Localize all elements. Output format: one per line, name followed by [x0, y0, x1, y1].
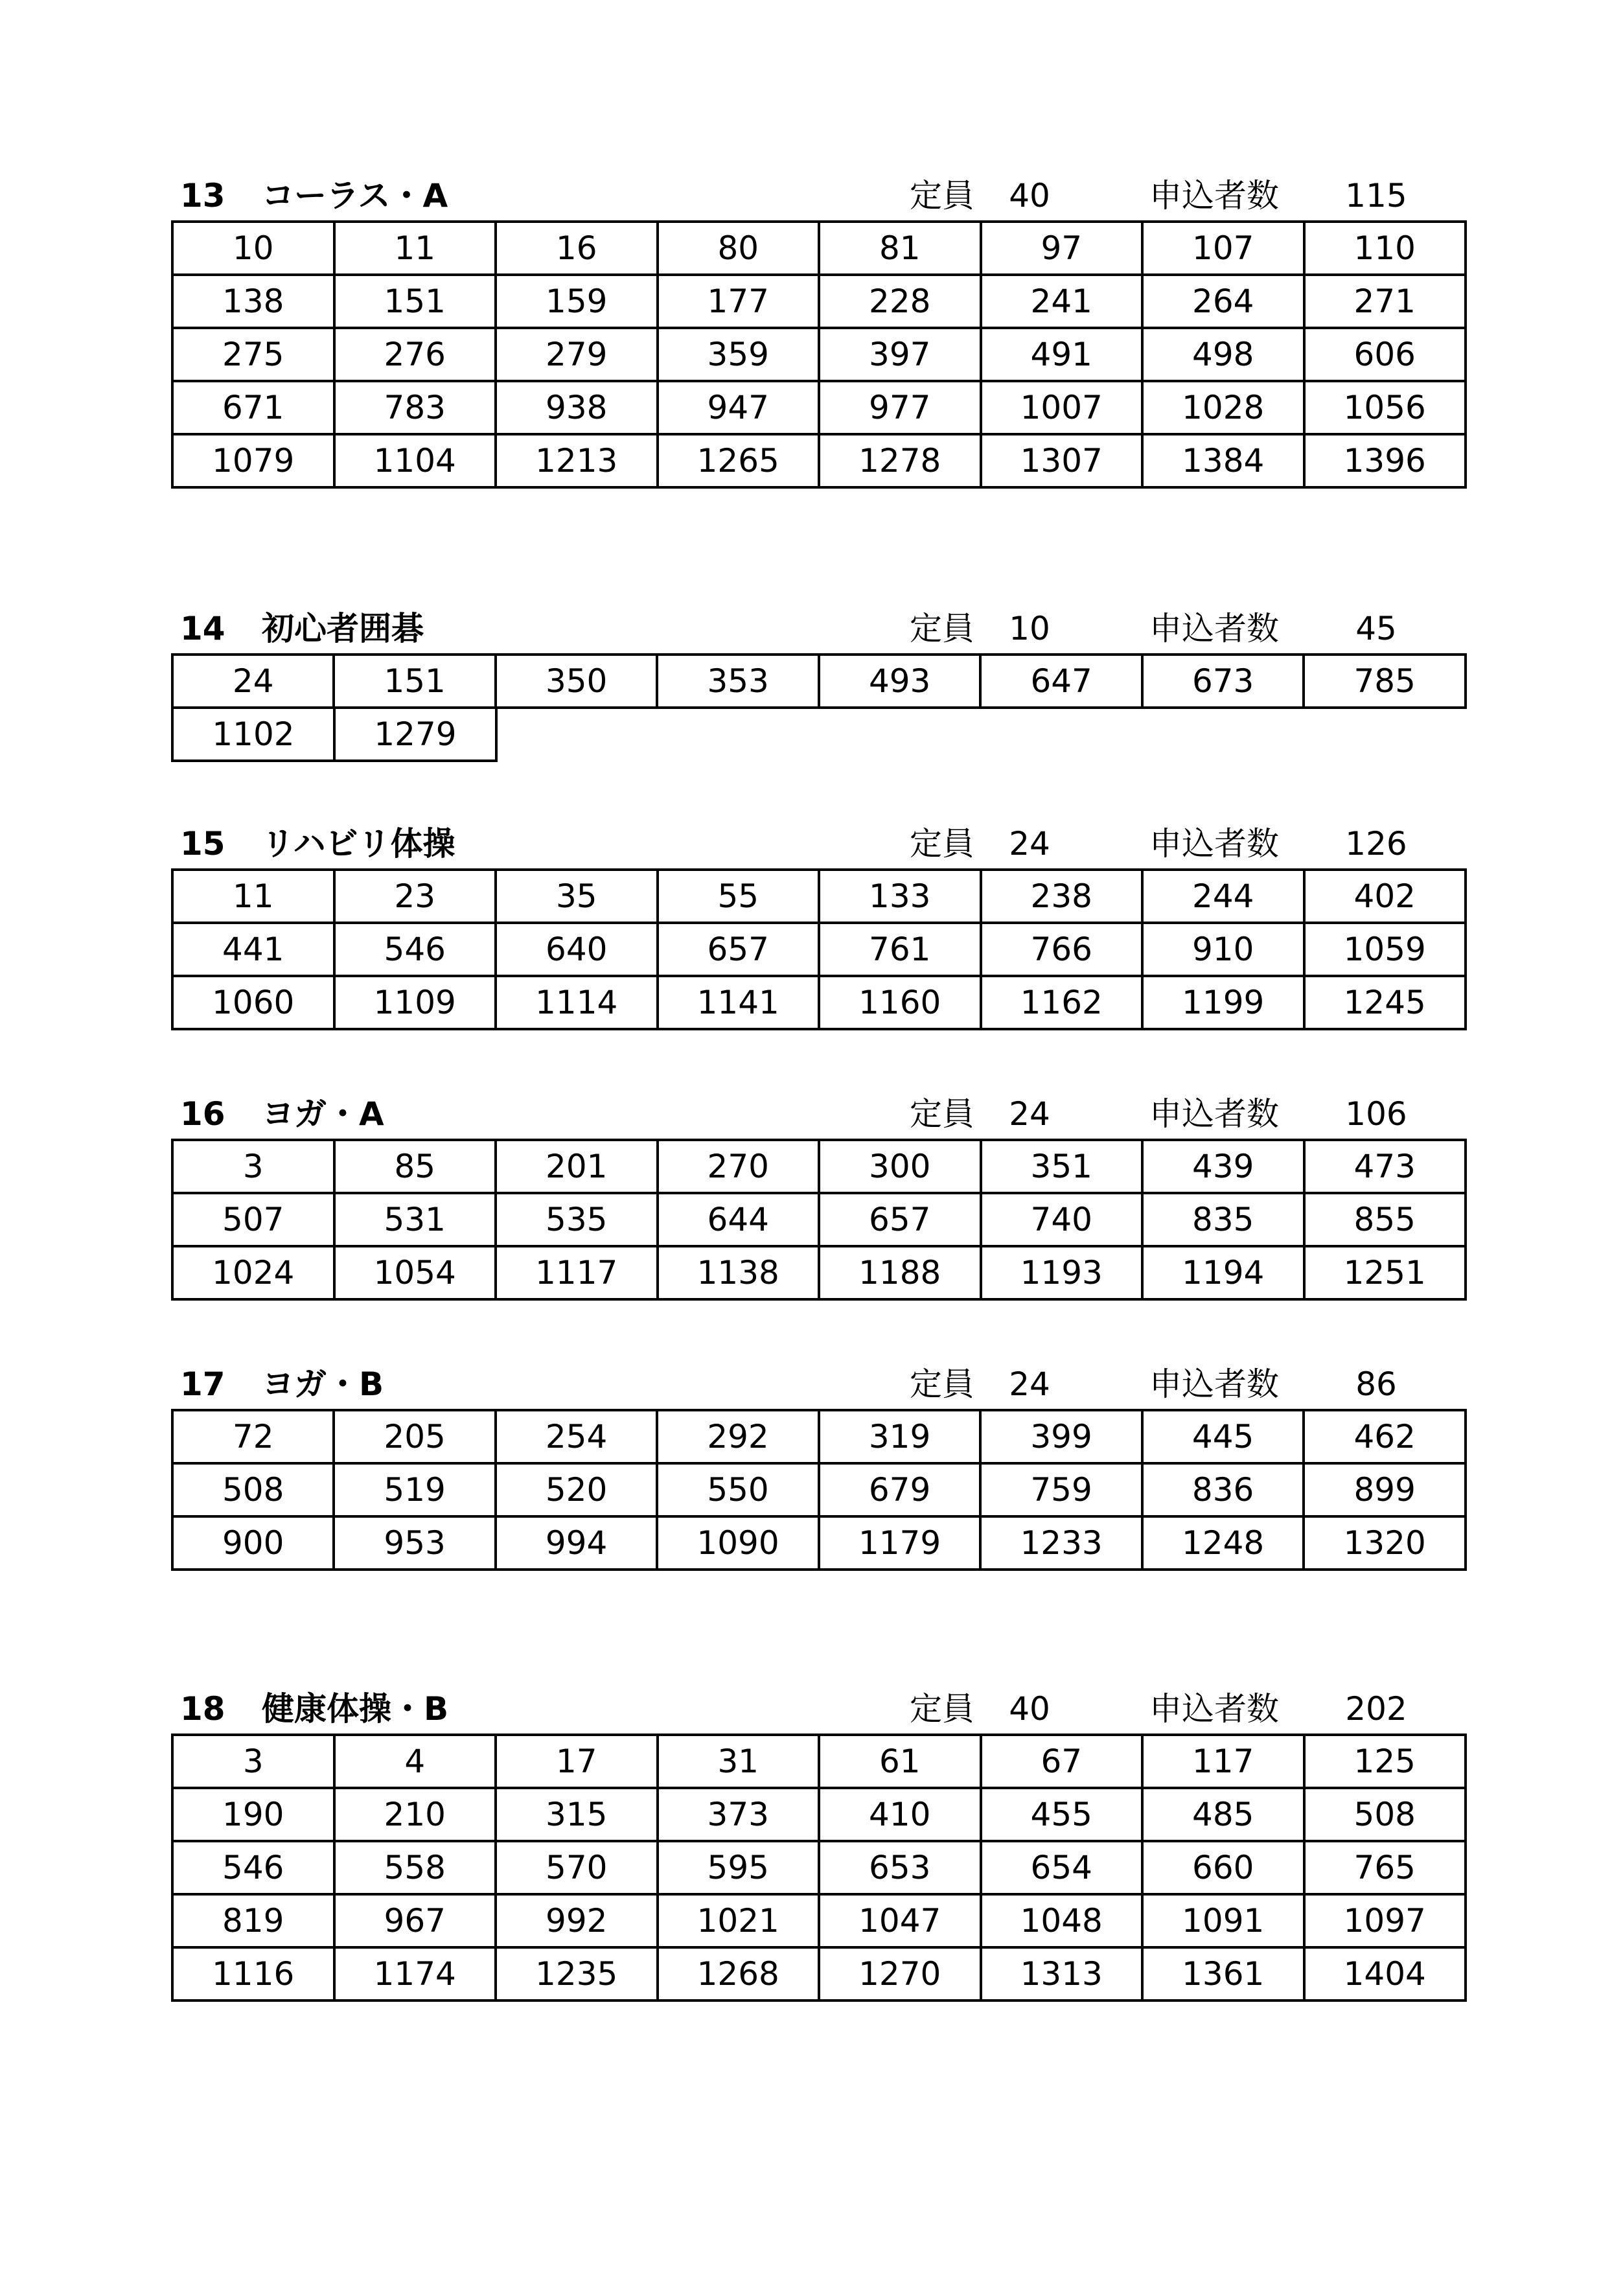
table-cell: 373 [658, 1788, 820, 1841]
table-cell: 238 [981, 870, 1143, 923]
table-cell: 1116 [172, 1947, 334, 2000]
table-cell: 835 [1142, 1193, 1304, 1246]
table-cell: 4 [334, 1735, 496, 1788]
table-row [172, 976, 1466, 1029]
table-cell: 1307 [981, 434, 1143, 487]
section-16 [171, 1090, 1467, 1301]
table-cell: 138 [172, 275, 334, 328]
table-cell: 80 [658, 222, 820, 275]
applicants-label: 申込者数 [1149, 610, 1279, 647]
table-cell: 1188 [819, 1246, 981, 1299]
table-cell: 1179 [819, 1516, 981, 1570]
section-number: 16 [180, 1095, 225, 1133]
table-cell: 1268 [658, 1947, 820, 2000]
section-title: リハビリ体操 [262, 825, 455, 863]
table-cell: 244 [1142, 870, 1304, 923]
table-cell: 531 [334, 1193, 496, 1246]
table-cell: 455 [981, 1788, 1143, 1841]
table-cell: 953 [334, 1516, 495, 1570]
table-cell: 1235 [496, 1947, 658, 2000]
table-cell: 107 [1142, 222, 1304, 275]
table-cell: 1054 [334, 1246, 496, 1299]
table-cell: 759 [980, 1463, 1142, 1516]
table-cell: 1048 [981, 1894, 1143, 1947]
table-cell: 671 [172, 381, 334, 434]
capacity-value: 24 [1009, 1365, 1050, 1403]
table-cell: 300 [819, 1140, 981, 1193]
table-cell: 72 [172, 1410, 334, 1463]
applicants-value: 202 [1345, 1690, 1407, 1728]
table-cell: 498 [1142, 328, 1304, 381]
table-cell: 1251 [1304, 1246, 1466, 1299]
capacity-value: 40 [1009, 177, 1050, 215]
table-cell: 402 [1304, 870, 1466, 923]
table-cell: 399 [980, 1410, 1142, 1463]
applicant-number-table [171, 653, 1467, 709]
table-row [172, 1140, 1466, 1193]
table-cell: 570 [496, 1841, 658, 1894]
table-cell: 657 [658, 923, 820, 976]
table-row [172, 923, 1466, 976]
table-cell: 159 [496, 275, 658, 328]
section-header [171, 820, 1467, 868]
table-cell: 1090 [657, 1516, 819, 1570]
table-cell: 519 [334, 1463, 495, 1516]
table-cell: 359 [658, 328, 820, 381]
table-cell: 16 [496, 222, 658, 275]
applicant-number-table [171, 1734, 1467, 2002]
table-cell: 1279 [334, 708, 496, 761]
table-cell: 679 [819, 1463, 981, 1516]
section-14 [171, 605, 1467, 762]
table-cell: 1109 [334, 976, 496, 1029]
table-cell: 1102 [172, 708, 334, 761]
applicants-value: 86 [1355, 1365, 1397, 1403]
table-cell: 1059 [1304, 923, 1466, 976]
applicant-number-table [171, 1409, 1467, 1571]
table-cell: 350 [496, 655, 658, 708]
capacity-value: 40 [1009, 1690, 1050, 1728]
table-cell: 441 [172, 923, 334, 976]
table-cell: 205 [334, 1410, 495, 1463]
applicants-value: 45 [1355, 610, 1397, 647]
capacity-label: 定員 [910, 1365, 974, 1403]
table-cell: 1248 [1142, 1516, 1304, 1570]
table-row [172, 275, 1466, 328]
table-cell: 491 [981, 328, 1143, 381]
table-cell: 1117 [496, 1246, 658, 1299]
table-cell: 24 [172, 655, 334, 708]
table-cell: 445 [1142, 1410, 1304, 1463]
table-row [172, 1516, 1466, 1570]
table-row [172, 1463, 1466, 1516]
table-row [172, 381, 1466, 434]
table-cell: 276 [334, 328, 496, 381]
table-cell: 520 [496, 1463, 657, 1516]
table-cell: 508 [1304, 1788, 1466, 1841]
table-cell: 1213 [496, 434, 658, 487]
table-cell: 1396 [1304, 434, 1466, 487]
table-cell: 1104 [334, 434, 496, 487]
table-cell: 11 [334, 222, 496, 275]
table-cell: 439 [1142, 1140, 1304, 1193]
table-cell: 1233 [980, 1516, 1142, 1570]
table-cell: 947 [658, 381, 820, 434]
table-cell: 644 [658, 1193, 820, 1246]
capacity-label: 定員 [910, 1690, 974, 1728]
applicants-label: 申込者数 [1149, 1365, 1279, 1403]
section-title: 健康体操・B [262, 1690, 449, 1728]
section-header [171, 1090, 1467, 1139]
applicants-label: 申込者数 [1149, 1690, 1279, 1728]
table-cell: 1021 [658, 1894, 820, 1947]
capacity-label: 定員 [910, 1095, 974, 1133]
applicant-number-table [171, 868, 1467, 1030]
table-cell: 410 [819, 1788, 981, 1841]
table-cell: 1162 [981, 976, 1143, 1029]
table-cell: 546 [334, 923, 496, 976]
table-cell: 967 [334, 1894, 496, 1947]
table-cell: 270 [658, 1140, 820, 1193]
table-cell: 319 [819, 1410, 981, 1463]
capacity-value: 24 [1009, 825, 1050, 863]
table-cell: 485 [1142, 1788, 1304, 1841]
table-cell: 254 [496, 1410, 657, 1463]
table-row [172, 1193, 1466, 1246]
capacity-value: 10 [1009, 610, 1050, 647]
table-cell: 910 [1142, 923, 1304, 976]
table-cell: 550 [657, 1463, 819, 1516]
table-cell: 462 [1304, 1410, 1466, 1463]
table-cell: 535 [496, 1193, 658, 1246]
applicants-label: 申込者数 [1149, 177, 1279, 215]
table-cell: 1320 [1304, 1516, 1466, 1570]
table-row [172, 655, 1466, 708]
table-row [172, 222, 1466, 275]
table-cell: 640 [496, 923, 658, 976]
table-cell: 546 [172, 1841, 334, 1894]
table-cell: 938 [496, 381, 658, 434]
table-cell: 1270 [819, 1947, 981, 2000]
applicants-value: 106 [1345, 1095, 1407, 1133]
section-number: 18 [180, 1690, 225, 1728]
table-cell: 493 [819, 655, 981, 708]
table-cell: 3 [172, 1735, 334, 1788]
section-header [171, 1360, 1467, 1409]
applicant-number-table-overflow [171, 706, 498, 762]
table-cell: 1193 [981, 1246, 1143, 1299]
table-cell: 1361 [1142, 1947, 1304, 2000]
table-cell: 660 [1142, 1841, 1304, 1894]
table-cell: 125 [1304, 1735, 1466, 1788]
table-row [172, 708, 496, 761]
capacity-label: 定員 [910, 610, 974, 647]
table-cell: 353 [657, 655, 819, 708]
table-cell: 1056 [1304, 381, 1466, 434]
applicants-value: 115 [1345, 177, 1407, 215]
section-number: 14 [180, 610, 225, 647]
table-cell: 190 [172, 1788, 334, 1841]
section-number: 13 [180, 177, 225, 215]
table-row [172, 1947, 1466, 2000]
table-cell: 508 [172, 1463, 334, 1516]
table-cell: 279 [496, 328, 658, 381]
table-cell: 271 [1304, 275, 1466, 328]
table-cell: 11 [172, 870, 334, 923]
applicant-number-table [171, 1139, 1467, 1301]
applicants-label: 申込者数 [1149, 825, 1279, 863]
table-cell: 151 [334, 655, 496, 708]
section-title: ヨガ・A [262, 1095, 384, 1133]
section-title: ヨガ・B [262, 1365, 384, 1403]
table-cell: 740 [981, 1193, 1143, 1246]
table-cell: 1047 [819, 1894, 981, 1947]
table-cell: 855 [1304, 1193, 1466, 1246]
table-cell: 10 [172, 222, 334, 275]
table-cell: 1060 [172, 976, 334, 1029]
table-cell: 275 [172, 328, 334, 381]
section-15 [171, 820, 1467, 1030]
table-row [172, 1410, 1466, 1463]
table-row [172, 1841, 1466, 1894]
table-cell: 1007 [981, 381, 1143, 434]
table-cell: 507 [172, 1193, 334, 1246]
table-cell: 1404 [1304, 1947, 1466, 2000]
table-cell: 558 [334, 1841, 496, 1894]
section-title: コーラス・A [262, 177, 448, 215]
section-18 [171, 1685, 1467, 2002]
table-cell: 654 [981, 1841, 1143, 1894]
table-row [172, 1735, 1466, 1788]
section-title: 初心者囲碁 [262, 610, 424, 647]
table-cell: 657 [819, 1193, 981, 1246]
table-cell: 133 [819, 870, 981, 923]
table-row [172, 1788, 1466, 1841]
applicant-number-table [171, 220, 1467, 489]
table-cell: 315 [496, 1788, 658, 1841]
table-cell: 1194 [1142, 1246, 1304, 1299]
section-header [171, 172, 1467, 220]
table-cell: 765 [1304, 1841, 1466, 1894]
table-cell: 264 [1142, 275, 1304, 328]
section-17 [171, 1360, 1467, 1571]
table-cell: 1199 [1142, 976, 1304, 1029]
table-cell: 397 [819, 328, 981, 381]
table-cell: 35 [496, 870, 658, 923]
table-cell: 899 [1304, 1463, 1466, 1516]
section-header [171, 605, 1467, 653]
table-cell: 992 [496, 1894, 658, 1947]
table-cell: 1160 [819, 976, 981, 1029]
section-number: 17 [180, 1365, 225, 1403]
table-cell: 31 [658, 1735, 820, 1788]
table-cell: 1384 [1142, 434, 1304, 487]
table-cell: 1245 [1304, 976, 1466, 1029]
table-cell: 766 [981, 923, 1143, 976]
table-cell: 67 [981, 1735, 1143, 1788]
table-cell: 900 [172, 1516, 334, 1570]
table-cell: 1114 [496, 976, 658, 1029]
capacity-value: 24 [1009, 1095, 1050, 1133]
table-cell: 292 [657, 1410, 819, 1463]
table-cell: 177 [658, 275, 820, 328]
table-cell: 1174 [334, 1947, 496, 2000]
table-cell: 241 [981, 275, 1143, 328]
table-cell: 977 [819, 381, 981, 434]
table-cell: 836 [1142, 1463, 1304, 1516]
table-cell: 1265 [658, 434, 820, 487]
section-header [171, 1685, 1467, 1734]
table-cell: 1097 [1304, 1894, 1466, 1947]
table-cell: 1138 [658, 1246, 820, 1299]
table-cell: 673 [1142, 655, 1304, 708]
table-cell: 61 [819, 1735, 981, 1788]
section-13 [171, 172, 1467, 489]
table-cell: 1079 [172, 434, 334, 487]
table-cell: 151 [334, 275, 496, 328]
table-cell: 1141 [658, 976, 820, 1029]
table-cell: 1313 [981, 1947, 1143, 2000]
table-cell: 85 [334, 1140, 496, 1193]
table-cell: 117 [1142, 1735, 1304, 1788]
table-cell: 785 [1304, 655, 1466, 708]
table-row [172, 870, 1466, 923]
table-cell: 3 [172, 1140, 334, 1193]
table-cell: 201 [496, 1140, 658, 1193]
table-cell: 55 [658, 870, 820, 923]
table-cell: 228 [819, 275, 981, 328]
table-cell: 994 [496, 1516, 657, 1570]
table-row [172, 1246, 1466, 1299]
table-cell: 819 [172, 1894, 334, 1947]
table-row [172, 328, 1466, 381]
table-cell: 1278 [819, 434, 981, 487]
applicants-value: 126 [1345, 825, 1407, 863]
table-cell: 647 [980, 655, 1142, 708]
capacity-label: 定員 [910, 825, 974, 863]
table-cell: 606 [1304, 328, 1466, 381]
table-row [172, 1894, 1466, 1947]
table-cell: 653 [819, 1841, 981, 1894]
table-cell: 473 [1304, 1140, 1466, 1193]
table-row [172, 434, 1466, 487]
table-cell: 595 [658, 1841, 820, 1894]
table-cell: 110 [1304, 222, 1466, 275]
table-cell: 1028 [1142, 381, 1304, 434]
table-cell: 1024 [172, 1246, 334, 1299]
table-cell: 81 [819, 222, 981, 275]
table-cell: 761 [819, 923, 981, 976]
applicants-label: 申込者数 [1149, 1095, 1279, 1133]
capacity-label: 定員 [910, 177, 974, 215]
table-cell: 17 [496, 1735, 658, 1788]
table-cell: 1091 [1142, 1894, 1304, 1947]
table-cell: 23 [334, 870, 496, 923]
table-cell: 210 [334, 1788, 496, 1841]
table-cell: 97 [981, 222, 1143, 275]
table-cell: 351 [981, 1140, 1143, 1193]
section-number: 15 [180, 825, 225, 863]
table-cell: 783 [334, 381, 496, 434]
